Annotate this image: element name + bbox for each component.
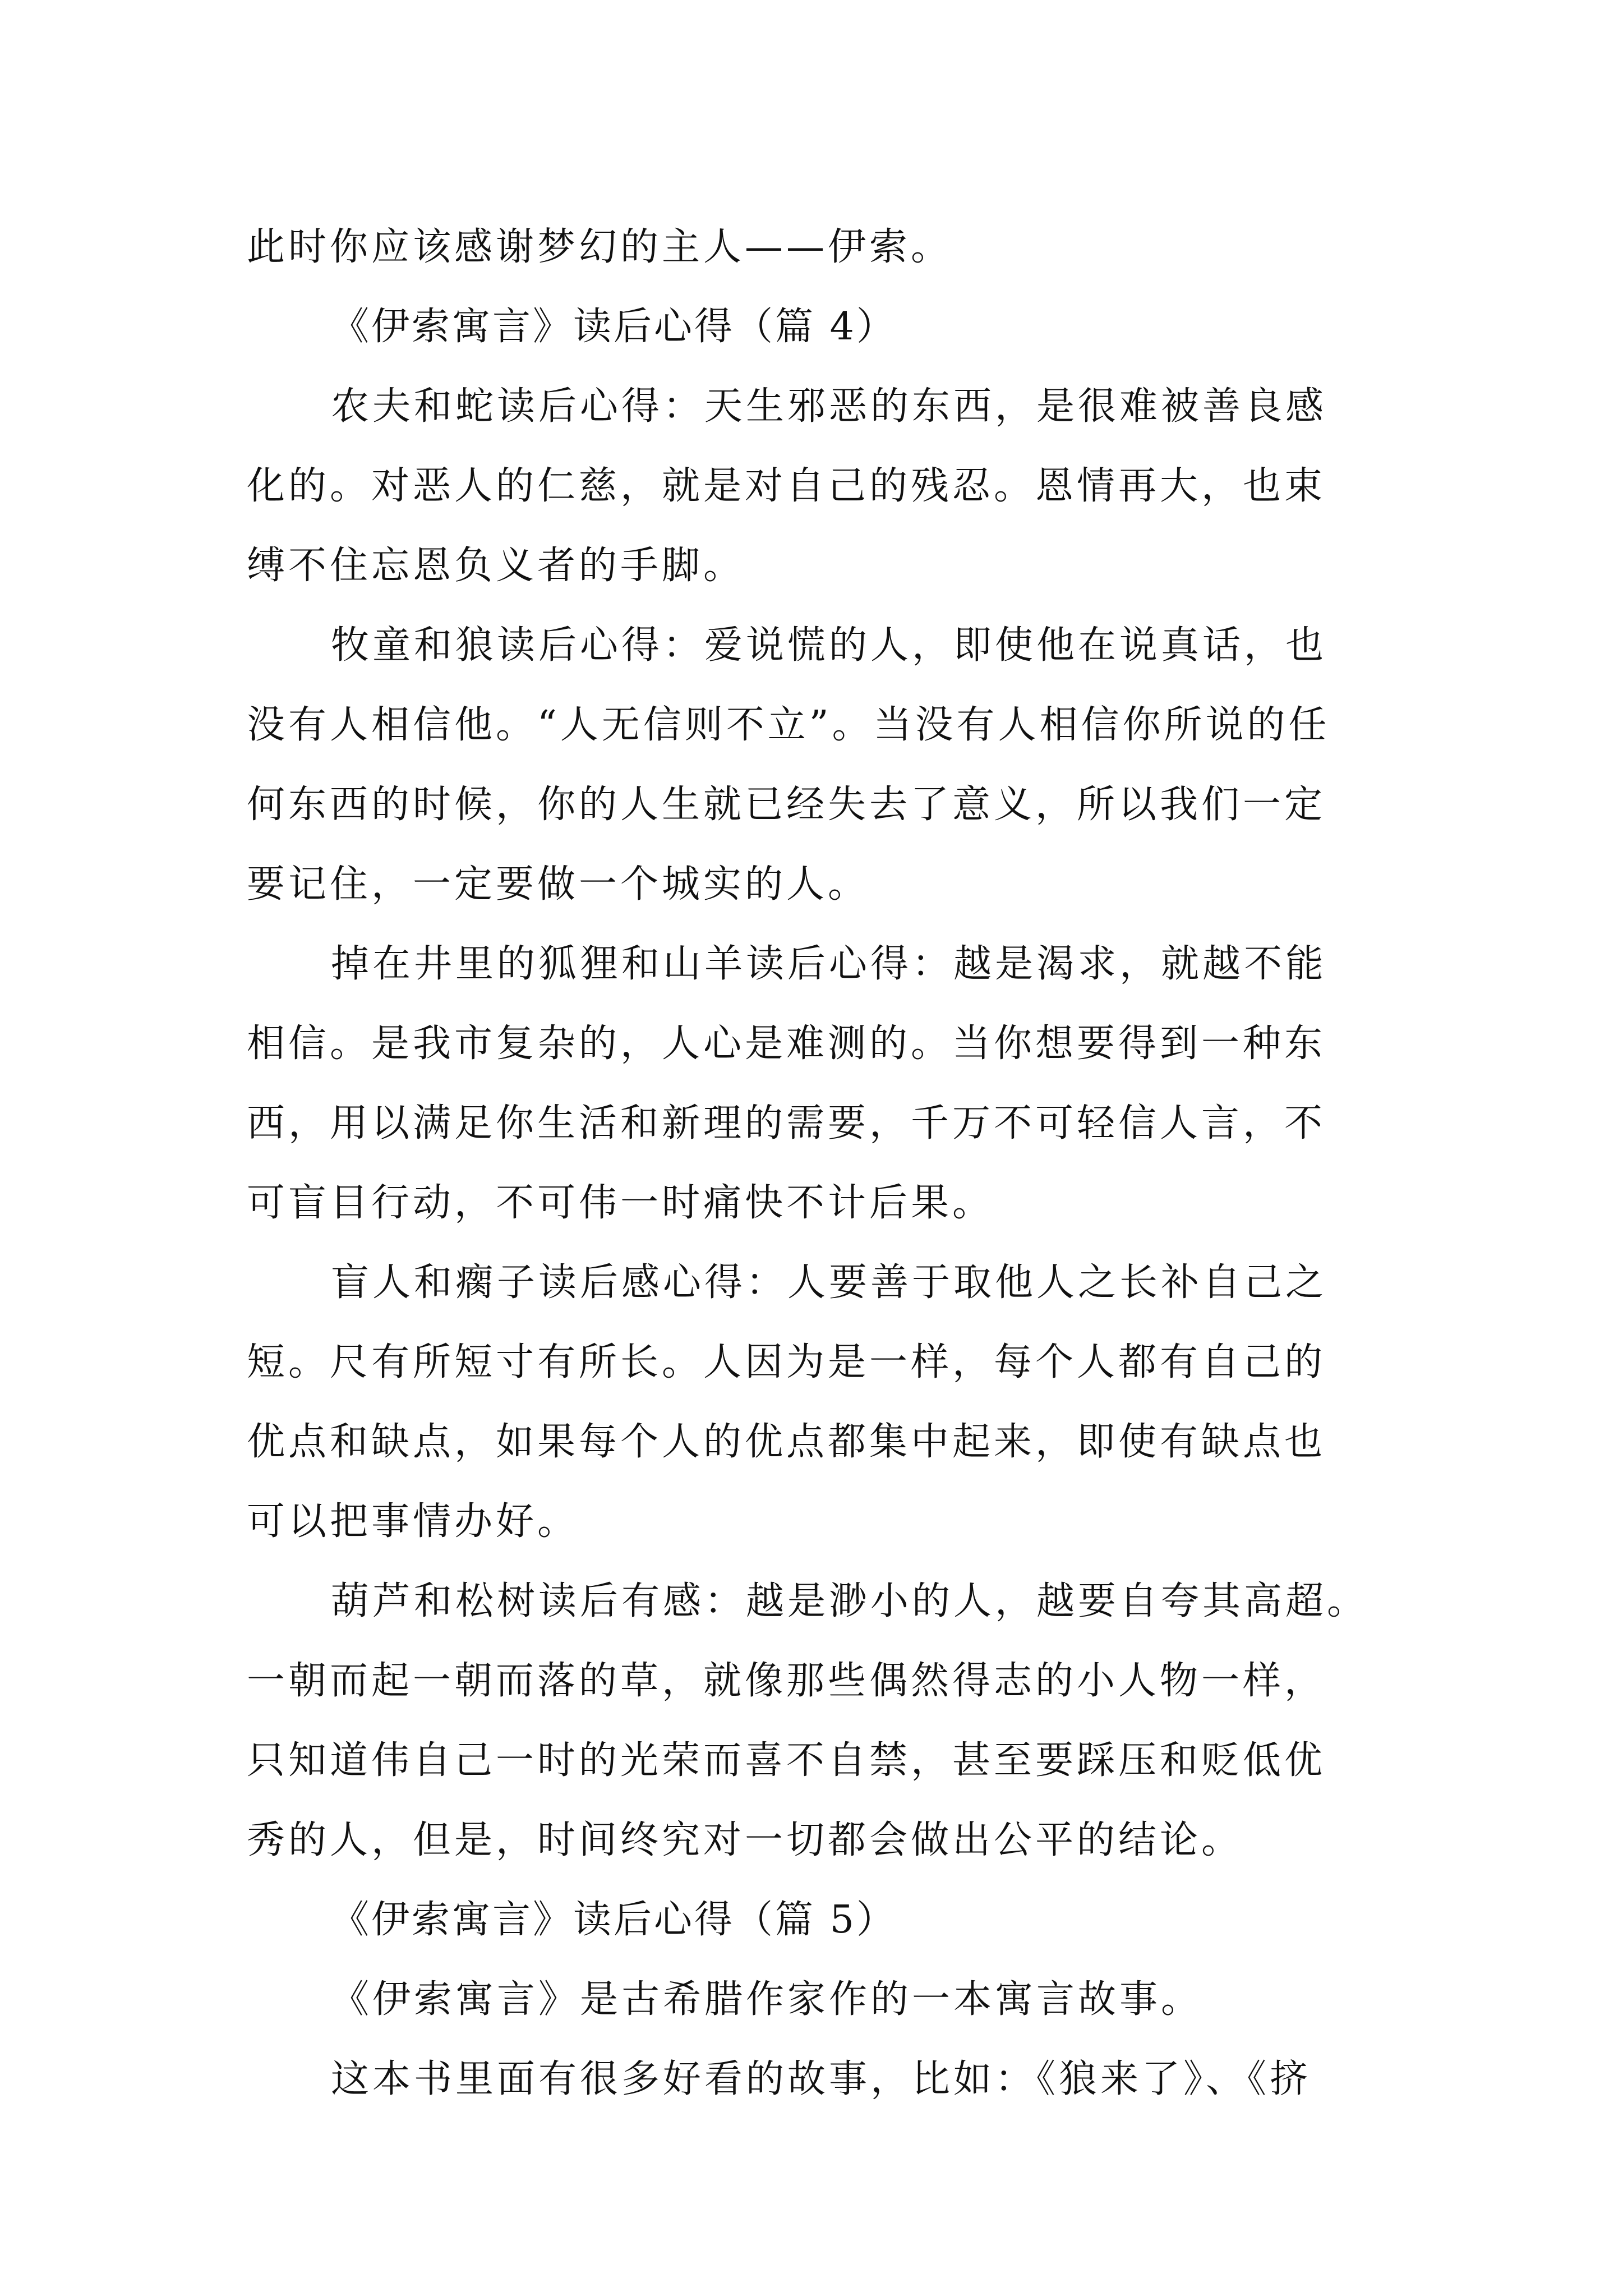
- paragraph-line: 《伊索寓言》是古希腊作家作的一本寓言故事。: [331, 1977, 1203, 2022]
- paragraph-line: 相信。是我市复杂的，人心是难测的。当你想要得到一种东: [247, 1022, 1326, 1066]
- paragraph-line: 缚不住忘恩负义者的手脚。: [247, 544, 745, 588]
- paragraph-line: 要记住，一定要做一个城实的人。: [247, 862, 870, 907]
- section-heading-5: 《伊索寓言》读后心得（篇 5）: [331, 1898, 897, 1942]
- document-body: [247, 208, 1374, 2119]
- section-heading-4: 《伊索寓言》读后心得（篇 4）: [331, 305, 897, 349]
- paragraph-line: 农夫和蛇读后心得：天生邪恶的东西，是很难被善良感: [331, 384, 1327, 429]
- paragraph-line: 葫芦和松树读后有感：越是渺小的人，越要自夸其高超。: [331, 1579, 1369, 1623]
- paragraph-line: 可以把事情办好。: [247, 1499, 579, 1544]
- paragraph-line: 可盲目行动，不可伟一时痛快不计后果。: [247, 1181, 994, 1225]
- paragraph-line: 一朝而起一朝而落的草，就像那些偶然得志的小人物一样，: [247, 1659, 1326, 1703]
- paragraph-line: 西，用以满足你生活和新理的需要，千万不可轻信人言，不: [247, 1101, 1326, 1145]
- paragraph-line: 这本书里面有很多好看的故事，比如：《狼来了》、《挤: [331, 2057, 1312, 2101]
- paragraph-line: 秀的人，但是，时间终究对一切都会做出公平的结论。: [247, 1818, 1243, 1862]
- paragraph-line: 短。尺有所短寸有所长。人因为是一样，每个人都有自己的: [247, 1340, 1326, 1384]
- paragraph-line: 牧童和狼读后心得：爱说慌的人，即使他在说真话，也: [331, 623, 1327, 668]
- paragraph-line: 没有人相信他。“人无信则不立”。当没有人相信你所说的任: [247, 703, 1330, 747]
- paragraph-line: 优点和缺点，如果每个人的优点都集中起来，即使有缺点也: [247, 1420, 1326, 1464]
- paragraph-line: 何东西的时候，你的人生就已经失去了意义，所以我们一定: [247, 783, 1326, 827]
- paragraph-line: 掉在井里的狐狸和山羊读后心得：越是渴求，就越不能: [331, 942, 1327, 986]
- paragraph-line: 只知道伟自己一时的光荣而喜不自禁，甚至要踩压和贬低优: [247, 1738, 1326, 1783]
- paragraph-line: 盲人和瘸子读后感心得：人要善于取他人之长补自己之: [331, 1260, 1327, 1305]
- paragraph-line: 此时你应该感谢梦幻的主人——伊索。: [247, 225, 953, 269]
- paragraph-line: 化的。对恶人的仁慈，就是对自己的残忍。恩情再大，也束: [247, 464, 1326, 508]
